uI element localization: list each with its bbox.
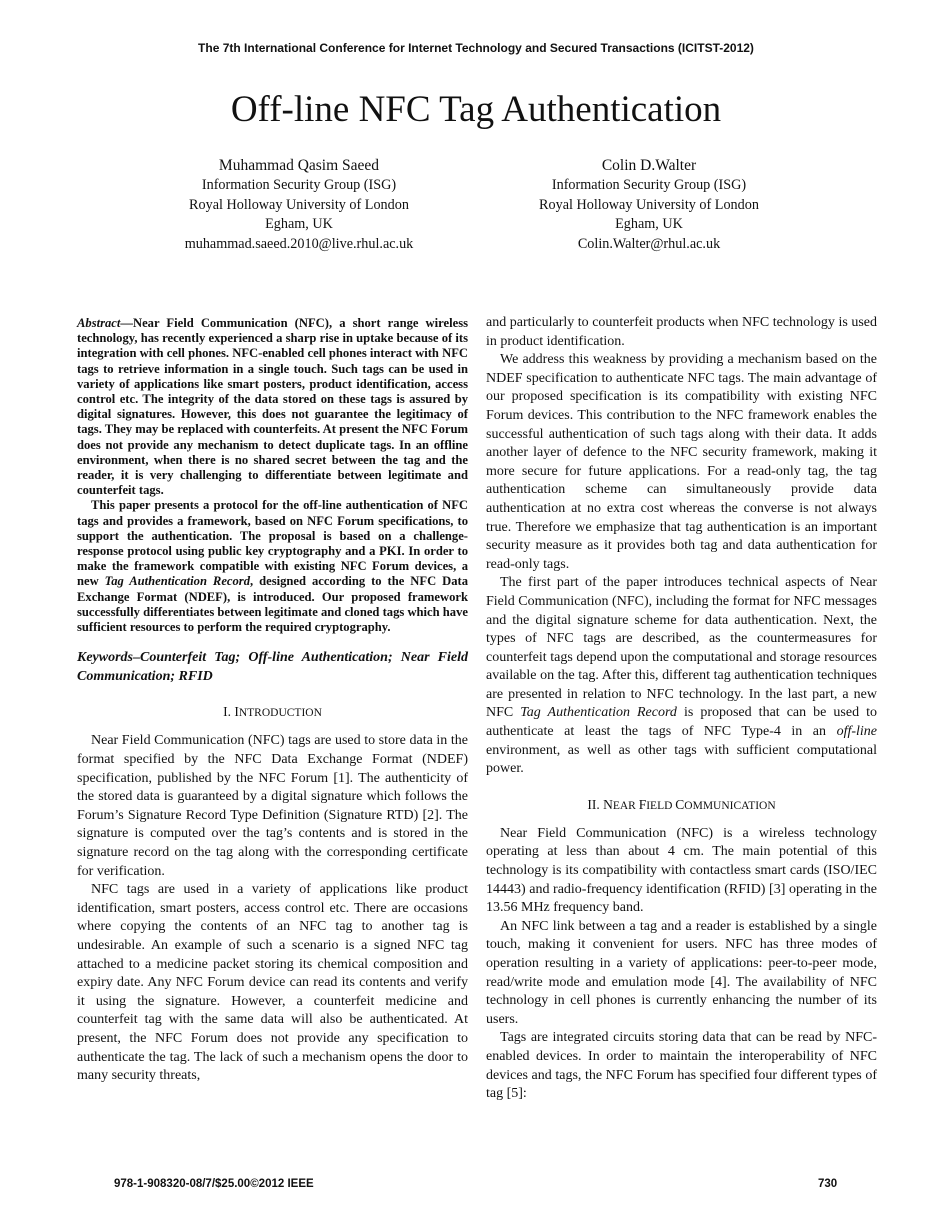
page-number: 730 (818, 1178, 838, 1190)
author-university: Royal Holloway University of London (539, 196, 759, 213)
keywords: Keywords–Counterfeit Tag; Off-line Authentication; Near Field Communication; RFID (77, 650, 468, 684)
right-column (486, 314, 877, 1104)
author-location: Egham, UK (615, 216, 683, 233)
abstract-paragraph-1: Abstract—Near Field Communication (NFC), a short range wireless technology, has recently experienced a sharp rise in uptake because of its integration with cell phones. NFC-enabled cell phones interact with NFC tags to retrieve information in a single touch. Such tags can be used in variety of applications like smart posters, product identification, access control etc. The integrity of the data stored on these tags is assured by digital signatures. However, this does not guarantee the legitimacy of tags. They may be replaced with counterfeits. At present the NFC Forum does not provide any mechanism to detect duplicate tags. In an offline environment, when there is no shared secret between the tag and the reader, it is very challenging to differentiate between legitimate and counterfeit tags. (77, 316, 468, 498)
author-group: Information Security Group (ISG) (201, 177, 397, 194)
nfc-paragraph-3: Tags are integrated circuits storing data that can be read by NFC-enabled devices. In order to maintain the interoperability of NFC devices and tags, the NFC Forum has specified four different types of tag [5]: (486, 1030, 877, 1102)
author-university: Royal Holloway University of London (189, 196, 409, 213)
author-group: Information Security Group (ISG) (551, 177, 747, 194)
conference-header: The 7th International Conference for Internet Technology and Secured Transactions (ICITST-2012) (198, 41, 754, 55)
paper-title: Off-line NFC Tag Authentication (230, 89, 722, 130)
left-column (77, 316, 468, 1086)
footer-isbn: 978-1-908320-08/7/$25.00©2012 IEEE (114, 1178, 314, 1190)
abstract-label: Abstract (77, 316, 121, 330)
intro-paragraph-1: Near Field Communication (NFC) tags are used to store data in the format specified by the NFC Data Exchange Format (NDEF) specification, published by the NFC Forum [1]. The authenticity of the stored data is guaranteed by a digital signature which follows the Forum’s Signature Record Type Definition (Signature RTD) [2]. The signature is computed over the tag’s contents and is stored in the signature record on the tag along with the corresponding certificate for verification. (77, 733, 468, 879)
author-name: Muhammad Qasim Saeed (218, 157, 380, 174)
author-name: Colin D.Walter (601, 157, 697, 174)
nfc-paragraph-1: Near Field Communication (NFC) is a wireless technology operating at less than about 4 cm. The main potential of this technology is its compatibility with contactless smart cards (ISO/IEC 14443) and radio-frequency identification (RFID) [3] operating in the 13.56 MHz frequency band. (486, 825, 877, 916)
section-heading-nfc: II. NEAR FIELD COMMUNICATION (587, 796, 776, 812)
intro-paragraph-2: NFC tags are used in a variety of applications like product identification, smart posters, access control etc. There are occasions where copying the contents of an NFC tag to another tag is undesirable. An example of such a scenario is a signed NFC tag attached to a medicine packet storing its chemical composition and expiry date. Any NFC Forum device can read its contents and verify it using the signature. However, a counterfeit medicine and counterfeit tag with the same data will also be authenticated. At present, the NFC Forum does not provide any specification to authenticate the tag. The lack of such a mechanism opens the door to many security threats, (77, 882, 468, 1084)
intro-paragraph-2-continued: and particularly to counterfeit products when NFC technology is used in product identification. (486, 315, 877, 349)
author-email: Colin.Walter@rhul.ac.uk (577, 235, 721, 252)
nfc-paragraph-2: An NFC link between a tag and a reader is established by a single touch, making it convenient for users. NFC has three modes of operation resulting in a variety of applications: peer-to-peer mode, read/write mode and emulation mode [4]. The availability of NFC technology in cell phones is currently enhancing the number of its users. (486, 918, 877, 1027)
author-location: Egham, UK (265, 216, 333, 233)
intro-paragraph-4: The first part of the paper introduces technical aspects of Near Field Communication (NFC), including the format for NFC messages and the digital signature scheme for data authentication. Next, the types of NFC tags are described, as the countermeasures for counterfeit tags depend upon the computational and storage resources available on the tag. After this, different tag authentication techniques are presented in relation to NFC technology. In the last part, a new NFC Tag Authentication Record is proposed that can be used to authenticate at least the tags of NFC Type-4 in an off-line environment, as well as other tags with sufficient computational power. (486, 575, 877, 777)
author-block-2 (489, 156, 809, 254)
author-email: muhammad.saeed.2010@live.rhul.ac.uk (184, 235, 414, 252)
intro-paragraph-3: We address this weakness by providing a mechanism based on the NDEF specification to authenticate NFC tags. The main advantage of our proposed specification is its compatibility with existing NFC Forum devices. This contribution to the NFC framework enables the successful authentication of such tags along with their data. It adds another layer of defence to the NFC security framework, making it more secure for future applications. For a read-only tag, the tag authentication scheme can simultaneously provide data authentication at no extra cost whereas the converse is not always true. Therefore we emphasize that tag authentication is an important security measure as it provides both tag and data authentication for read-only tags. (486, 352, 877, 572)
section-heading-introduction: I. INTRODUCTION (223, 704, 322, 720)
abstract-paragraph-2: This paper presents a protocol for the off-line authentication of NFC tags and provides a framework, based on NFC Forum specifications, to support the authentication. The proposal is based on a challenge-response protocol using public key cryptography and a PKI. In order to make the framework compatible with existing NFC Forum devices, a new Tag Authentication Record, designed according to the NFC Data Exchange Format (NDEF), is introduced. Our proposed framework successfully differentiates between legitimate and cloned tags which have sufficient resources to perform the required cryptography. (77, 498, 469, 635)
author-block-1 (139, 156, 459, 254)
